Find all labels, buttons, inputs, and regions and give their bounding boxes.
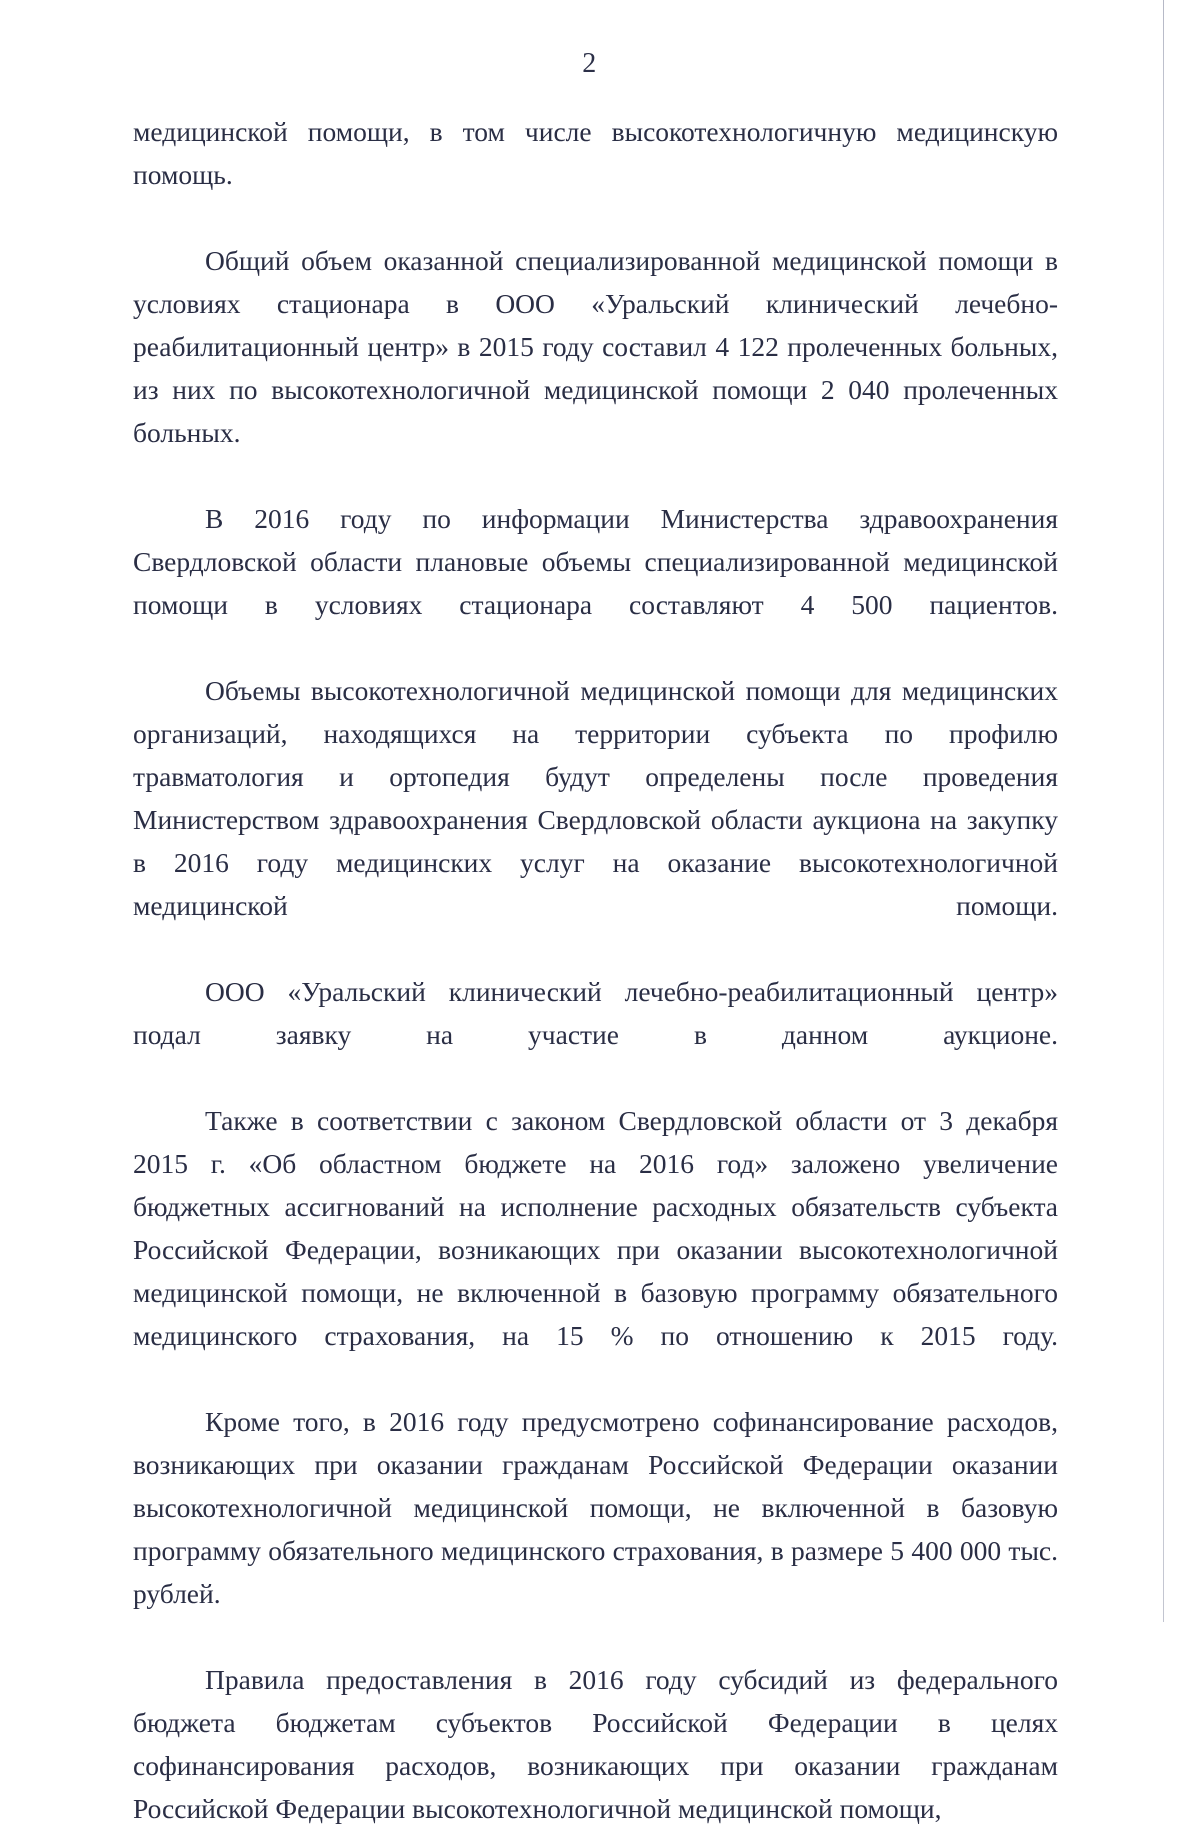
paragraph-7: Кроме того, в 2016 году предусмотрено софинансирование расходов, возникающих при оказании гражданам Российской Федерации оказании высокотехнологичной медицинской помощи, не включенной в базовую программу обязательного медицинского страхования, в размере 5 400 000 тыс. рублей. <box>133 1406 1058 1609</box>
paragraph-1: медицинской помощи, в том числе высокотехнологичную медицинскую помощь. <box>133 116 1058 190</box>
document-body <box>133 110 1058 1830</box>
scan-edge-line <box>1163 0 1164 1622</box>
paragraph-8: Правила предоставления в 2016 году субсидий из федерального бюджета бюджетам субъектов Российской Федерации в целях софинансирования расходов, возникающих при оказании гражданам Российской Федерации высокотехнологичной медицинской помощи, <box>133 1664 1058 1824</box>
page-number: 2 <box>582 48 597 79</box>
paragraph-6: Также в соответствии с законом Свердловской области от 3 декабря 2015 г. «Об областном бюджете на 2016 год» заложено увеличение бюджетных ассигнований на исполнение расходных обязательств субъекта Российской Федерации, возникающих при оказании высокотехнологичной медицинской помощи, не включенной в базовую программу обязательного медицинского страхования, на 15 % по отношению к 2015 году. <box>133 1105 1058 1351</box>
paragraph-2: Общий объем оказанной специализированной медицинской помощи в условиях стационара в ООО «Уральский клинический лечебно-реабилитационный центр» в 2015 году составил 4 122 пролеченных больных, из них по высокотехнологичной медицинской помощи 2 040 пролеченных больных. <box>133 245 1058 448</box>
paragraph-5: ООО «Уральский клинический лечебно-реабилитационный центр» подал заявку на участие в данном аукционе. <box>133 976 1058 1050</box>
paragraph-4: Объемы высокотехнологичной медицинской помощи для медицинских организаций, находящихся на территории субъекта по профилю травматология и ортопедия будут определены после проведения Министерством здравоохранения Свердловской области аукциона на закупку в 2016 году медицинских услуг на оказание высокотехнологичной медицинской помощи. <box>133 675 1058 921</box>
paragraph-3: В 2016 году по информации Министерства здравоохранения Свердловской области плановые объемы специализированной медицинской помощи в условиях стационара составляют 4 500 пациентов. <box>133 503 1058 620</box>
